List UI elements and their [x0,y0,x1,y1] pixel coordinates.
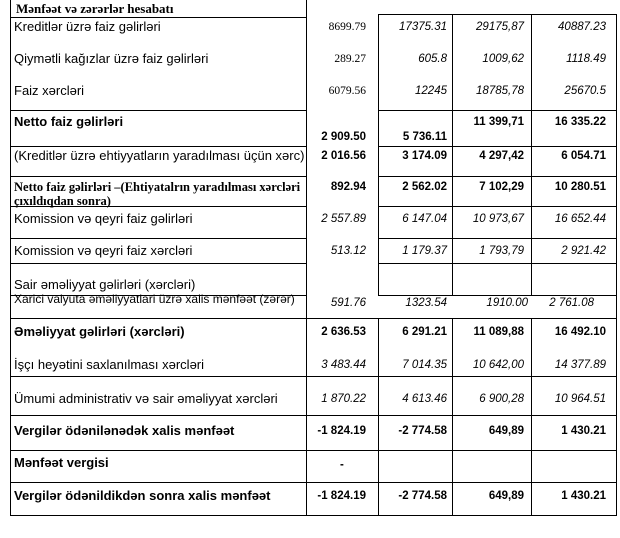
cell-value: 8699.79 [328,21,366,33]
grid-line [306,0,307,516]
row-label: (Kreditlər üzrə ehtiyyatların yaradılması üçün xərc) [14,148,305,163]
grid-line [10,176,306,177]
cell-value: 6 291.21 [402,326,447,338]
statement-title: Mənfəət və zərərlər hesabatı [16,1,174,16]
row-label: Netto faiz gəlirləri [14,114,124,129]
cell-value: 1 870.22 [321,393,366,405]
grid-line [378,206,617,207]
cell-value: 6079.56 [328,85,366,97]
grid-line [10,17,306,18]
cell-value: 2 921.42 [561,245,606,257]
row-label: Komission və qeyri faiz gəlirləri [14,211,193,226]
grid-line [10,238,306,239]
cell-value: 40887.23 [558,21,606,33]
cell-value: 16 492.10 [554,326,606,338]
cell-value: 513.12 [330,245,366,257]
row-label: Vergilər ödənilənədək xalis mənfəət [14,423,235,438]
grid-line [378,318,379,516]
section-label: Sair əməliyyat gəlirləri (xərcləri) [14,277,196,292]
grid-line [10,0,11,516]
cell-value: 591.76 [330,297,366,309]
row-label: Əməliyyat gəlirləri (xərcləri) [14,324,185,339]
cell-value: 4 613.46 [402,393,447,405]
cell-value: - [340,459,344,471]
cell-value: 10 964.51 [554,393,606,405]
cell-value: 2 562.02 [402,181,447,193]
cell-value: 17375.31 [399,21,447,33]
cell-value: 649,89 [488,490,524,502]
cell-value: 2 909.50 [321,131,366,143]
row-label: İşçı heyətini saxlanılması xərcləri [14,357,205,372]
row-label: Mənfəət vergisi [14,455,109,470]
grid-line [10,515,617,516]
cell-value: 892.94 [330,181,366,193]
cell-value: 10 280.51 [554,181,606,193]
grid-line [10,450,617,451]
row-label: Komission və qeyri faiz xərcləri [14,243,193,258]
grid-line [10,376,617,377]
cell-value: 7 102,29 [479,181,524,193]
grid-line [452,318,453,516]
grid-line [378,110,617,111]
cell-value: 11 089,88 [473,326,524,338]
cell-value: 18785,78 [476,85,524,97]
cell-value: 14 377.89 [554,359,606,371]
cell-value: 25670.5 [564,85,606,97]
cell-value: 2 016.56 [321,150,366,162]
cell-value: 1 179.37 [402,245,447,257]
row-label: Faiz xərcləri [14,83,85,98]
cell-value: 289.27 [334,53,366,65]
cell-value: -1 824.19 [317,490,366,502]
row-label: Xarici valyuta əməliyyatlari üzrə xalis mənfəət (zərər) [14,292,295,306]
cell-value: 1910.00 [486,297,528,309]
cell-value: 3 483.44 [321,359,366,371]
grid-line [10,318,306,319]
cell-value: 649,89 [488,425,524,437]
grid-line [452,14,453,295]
grid-line [10,146,306,147]
grid-line [10,415,617,416]
grid-line [531,318,532,516]
cell-value: 4 297,42 [479,150,524,162]
cell-value: 1118.49 [566,53,606,65]
cell-value: 29175,87 [476,21,524,33]
cell-value: 2 636.53 [321,326,366,338]
cell-value: 16 652.44 [554,213,606,225]
grid-line [616,14,617,516]
cell-value: 6 900,28 [479,393,524,405]
cell-value: 605.8 [418,53,447,65]
row-label: Ümumi administrativ və sair əməliyyat xərcləri [14,391,278,406]
cell-value: -1 824.19 [317,425,366,437]
grid-line [306,318,617,319]
row-label: Qiymətli kağızlar üzrə faiz gəlirləri [14,51,209,66]
grid-line [10,263,306,264]
cell-value: 5 736.11 [402,131,447,143]
cell-value: 11 399,71 [473,116,524,128]
cell-value: 7 014.35 [402,359,447,371]
grid-line [378,238,617,239]
cell-value: 3 174.09 [402,150,447,162]
cell-value: 1 793,79 [479,245,524,257]
row-label: Netto faiz gəlirləri –(Ehtiyatalrın yaradılması xərcləri çıxıldıqdan sonra) [14,180,301,208]
cell-value: 10 973,67 [472,213,524,225]
row-label: Vergilər ödənildikdən sonra xalis mənfəət [14,488,271,503]
cell-value: 6 147.04 [402,213,447,225]
cell-value: 2 761.08 [549,297,594,309]
cell-value: 1323.54 [405,297,447,309]
cell-value: 1 430.21 [561,425,606,437]
cell-value: 6 054.71 [561,150,606,162]
grid-line [378,14,379,295]
cell-value: 10 642,00 [472,359,524,371]
cell-value: 1 430.21 [561,490,606,502]
cell-value: 12245 [415,85,447,97]
cell-value: -2 774.58 [398,490,447,502]
grid-line [531,14,532,295]
grid-line [10,110,306,111]
grid-line [10,482,617,483]
cell-value: 1009,62 [482,53,524,65]
grid-line [378,14,617,15]
grid-line [378,176,617,177]
cell-value: 16 335.22 [554,116,606,128]
cell-value: 2 557.89 [321,213,366,225]
cell-value: -2 774.58 [398,425,447,437]
grid-line [378,146,617,147]
row-label: Kreditlər üzrə faiz gəlirləri [14,19,161,34]
grid-line [378,263,617,264]
